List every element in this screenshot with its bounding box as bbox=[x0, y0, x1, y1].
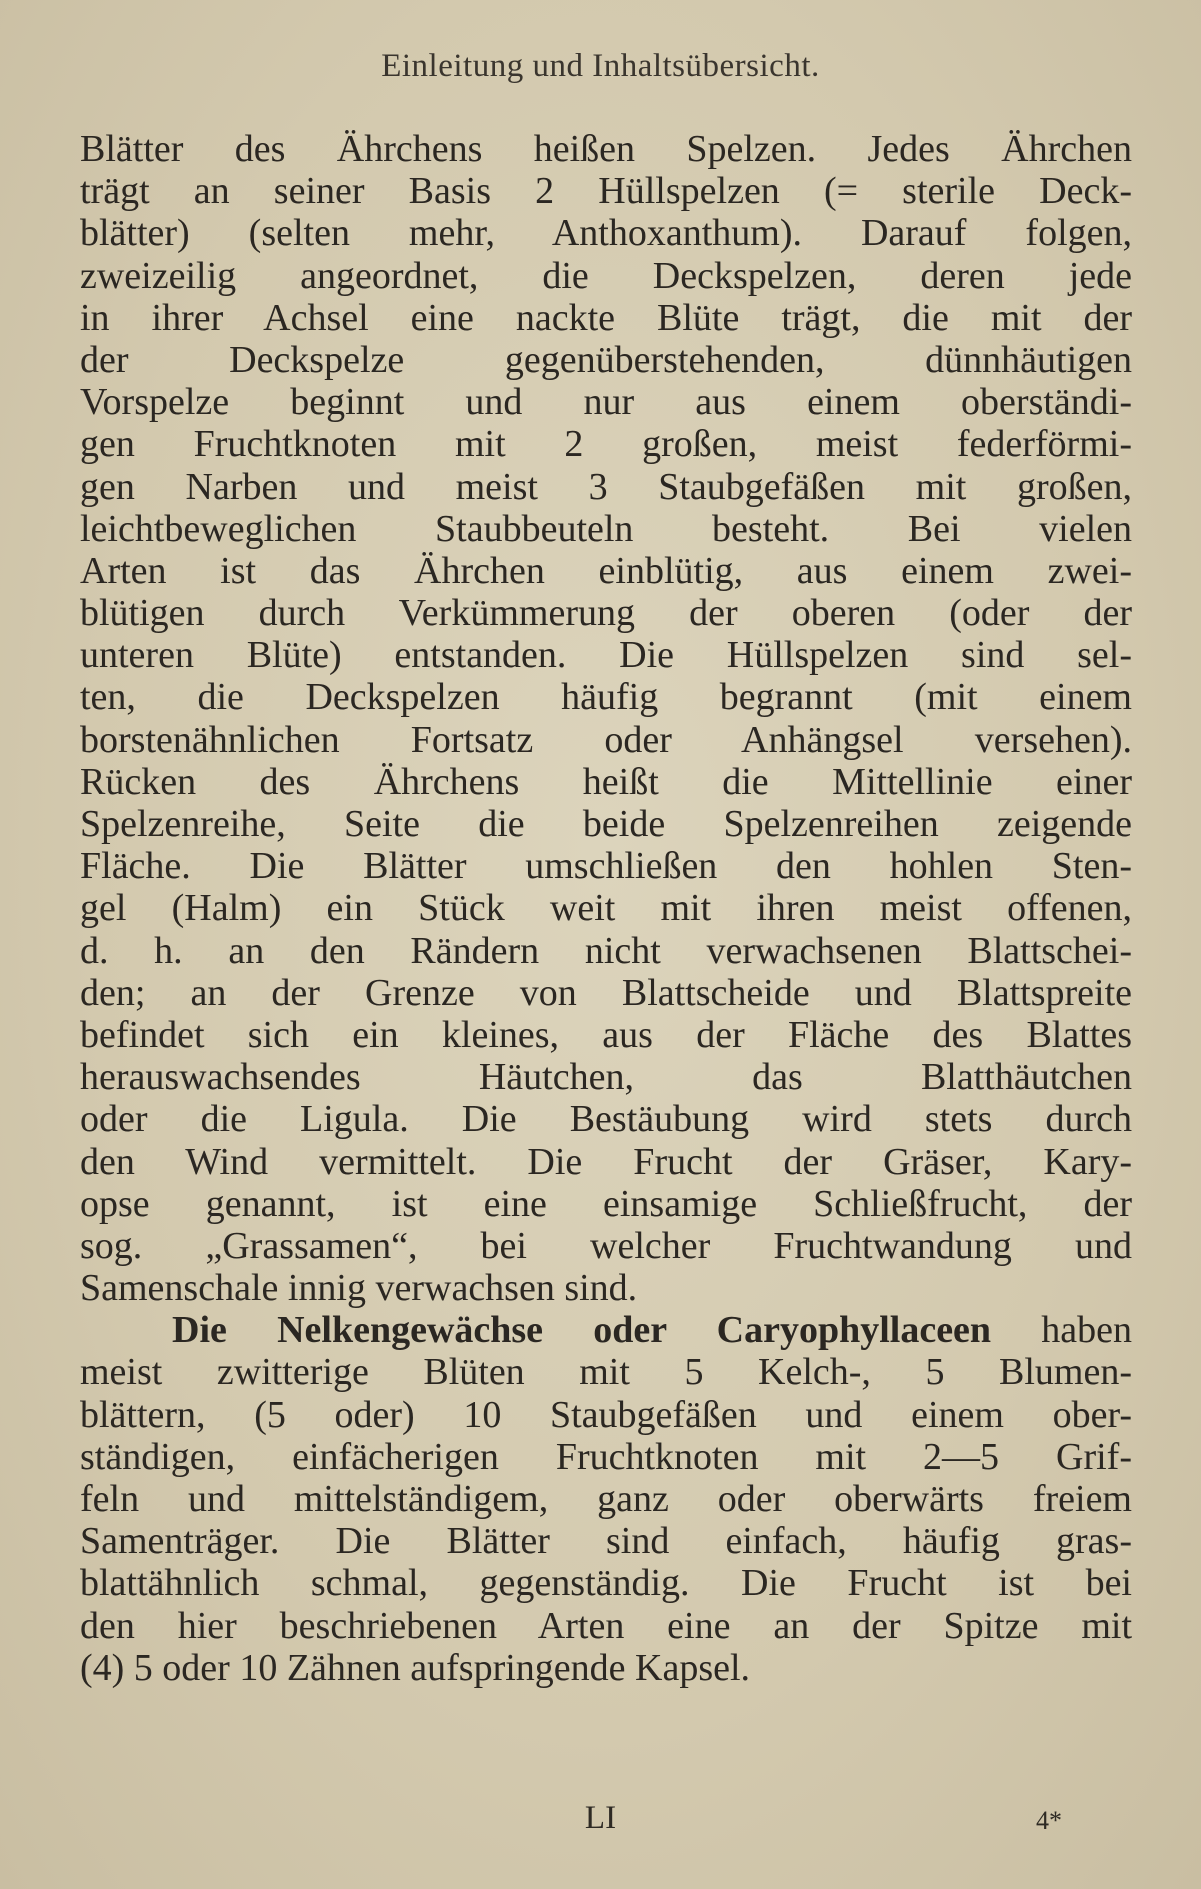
text-line: ten, die Deckspelzen häufig begrannt (mit einem bbox=[80, 676, 1132, 719]
text-line: Vorspelze beginnt und nur aus einem oberständi- bbox=[80, 381, 1132, 424]
text-line: unteren Blüte) entstanden. Die Hüllspelzen sind sel- bbox=[80, 634, 1132, 677]
text-line: gel (Halm) ein Stück weit mit ihren meist offenen, bbox=[80, 887, 1132, 930]
text-line: (4) 5 oder 10 Zähnen aufspringende Kapsel. bbox=[80, 1646, 751, 1689]
text-line: blattähnlich schmal, gegenständig. Die Frucht ist bei bbox=[80, 1562, 1132, 1605]
text-line: befindet sich ein kleines, aus der Fläche des Blattes bbox=[80, 1013, 1132, 1056]
signature-mark: 4* bbox=[1036, 1806, 1062, 1835]
text-line: Arten ist das Ährchen einblütig, aus einem zwei- bbox=[80, 549, 1132, 592]
heading-line-rest: haben bbox=[991, 1309, 1132, 1352]
page-number: LI bbox=[584, 1800, 617, 1836]
text-line: der Deckspelze gegenüberstehenden, dünnhäutigen bbox=[80, 338, 1132, 381]
body-text bbox=[80, 128, 1132, 1689]
text-line: feln und mittelständigem, ganz oder oberwärts freiem bbox=[80, 1478, 1132, 1520]
text-line: trägt an seiner Basis 2 Hüllspelzen (= sterile Deck- bbox=[80, 170, 1132, 213]
caryophyllaceae-heading: Die Nelkengewächse oder Caryophyllaceen bbox=[172, 1309, 992, 1352]
running-head: Einleitung und Inhaltsübersicht. bbox=[381, 48, 820, 84]
section-heading-line bbox=[80, 1309, 1132, 1351]
text-line: meist zwitterige Blüten mit 5 Kelch-, 5 Blumen- bbox=[80, 1351, 1132, 1394]
text-line: Fläche. Die Blätter umschließen den hohlen Sten- bbox=[80, 845, 1132, 888]
text-line: blättern, (5 oder) 10 Staubgefäßen und einem ober- bbox=[80, 1393, 1132, 1436]
text-line: Samenträger. Die Blätter sind einfach, häufig gras- bbox=[80, 1520, 1132, 1563]
text-line: Blätter des Ährchens heißen Spelzen. Jedes Ährchen bbox=[80, 128, 1132, 170]
text-line: in ihrer Achsel eine nackte Blüte trägt, die mit der bbox=[80, 296, 1132, 339]
text-line: herauswachsendes Häutchen, das Blatthäutchen bbox=[80, 1056, 1132, 1099]
text-line: oder die Ligula. Die Bestäubung wird stets durch bbox=[80, 1098, 1132, 1141]
text-line: den hier beschriebenen Arten eine an der Spitze mit bbox=[80, 1604, 1132, 1647]
text-line: leichtbeweglichen Staubbeuteln besteht. Bei vielen bbox=[80, 507, 1132, 550]
text-line: d. h. an den Rändern nicht verwachsenen Blattschei- bbox=[80, 929, 1132, 972]
text-line: zweizeilig angeordnet, die Deckspelzen, deren jede bbox=[80, 254, 1132, 297]
text-line: opse genannt, ist eine einsamige Schließfrucht, der bbox=[80, 1182, 1132, 1225]
text-line: Rücken des Ährchens heißt die Mittellinie einer bbox=[80, 760, 1132, 803]
text-line: blätter) (selten mehr, Anthoxanthum). Darauf folgen, bbox=[80, 212, 1132, 255]
text-line: ständigen, einfächerigen Fruchtknoten mit 2—5 Grif- bbox=[80, 1435, 1132, 1478]
text-line: gen Fruchtknoten mit 2 großen, meist federförmi- bbox=[80, 423, 1132, 466]
text-line: sog. „Grassamen“, bei welcher Fruchtwandung und bbox=[80, 1224, 1132, 1267]
text-line: borstenähnlichen Fortsatz oder Anhängsel versehen). bbox=[80, 718, 1132, 761]
text-line: Samenschale innig verwachsen sind. bbox=[80, 1267, 638, 1310]
text-line: gen Narben und meist 3 Staubgefäßen mit großen, bbox=[80, 465, 1132, 508]
text-line: den Wind vermittelt. Die Frucht der Gräser, Kary- bbox=[80, 1140, 1132, 1183]
text-line: den; an der Grenze von Blattscheide und Blattspreite bbox=[80, 971, 1132, 1014]
text-line: Spelzenreihe, Seite die beide Spelzenreihen zeigende bbox=[80, 803, 1132, 845]
text-line: blütigen durch Verkümmerung der oberen (oder der bbox=[80, 592, 1132, 635]
